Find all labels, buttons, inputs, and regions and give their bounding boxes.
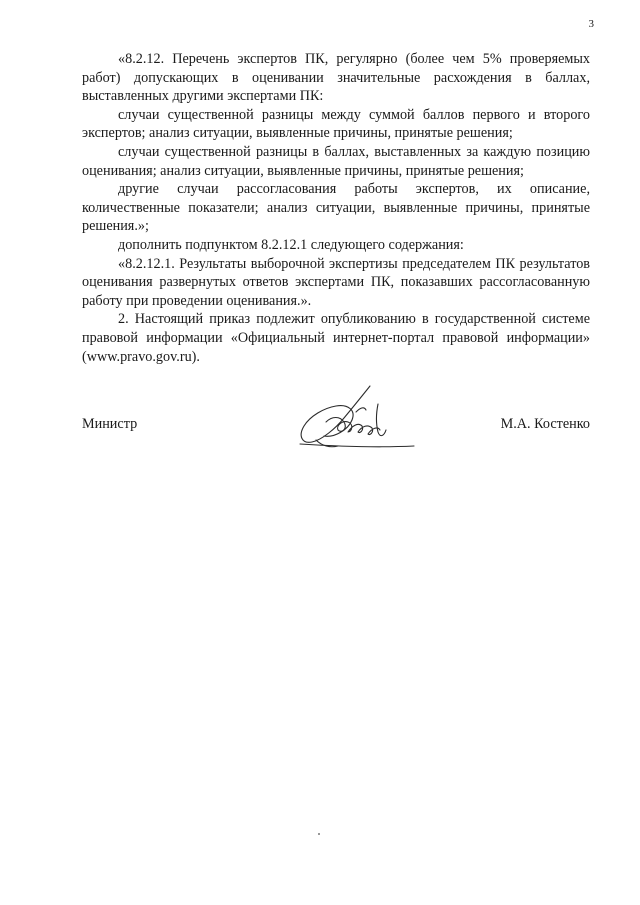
- document-body: [82, 50, 590, 366]
- signatory-name: М.А. Костенко: [500, 416, 590, 432]
- paragraph-add-subitem: дополнить подпунктом 8.2.12.1 следующего содержания:: [118, 236, 464, 253]
- paragraph-position-score-difference: случаи существенной разницы в баллах, выставленных за каждую позицию оценивания; анализ ситуации, выявленные причины, принятые решения;: [82, 143, 590, 179]
- paragraph-8-2-12-1: «8.2.12.1. Результаты выборочной экспертизы председателем ПК результатов оценивания развернутых ответов экспертами ПК, показавших рассогласованную работу при проведении оценивания.».: [82, 255, 590, 309]
- paragraph-8-2-12: «8.2.12. Перечень экспертов ПК, регулярно (более чем 5% проверяемых работ) допускающих в оценивании значительные расхождения в баллах, выставленных другими экспертами ПК:: [82, 51, 590, 105]
- page-number: 3: [588, 18, 594, 30]
- paragraph-publication: 2. Настоящий приказ подлежит опубликованию в государственной системе правовой информации «Официальный интернет-портал правовой информации» (www.pravo.gov.ru).: [82, 311, 590, 365]
- scan-speck: [318, 833, 320, 835]
- signatory-title: Министр: [82, 416, 138, 432]
- paragraph-other-mismatch-cases: другие случаи рассогласования работы экспертов, их описание, количественные показатели; анализ ситуации, выявленные причины, принятые решения.»;: [82, 181, 590, 235]
- paragraph-total-score-difference: случаи существенной разницы между суммой баллов первого и второго экспертов; анализ ситуации, выявленные причины, принятые решения;: [82, 106, 590, 142]
- handwritten-signature: [292, 382, 418, 454]
